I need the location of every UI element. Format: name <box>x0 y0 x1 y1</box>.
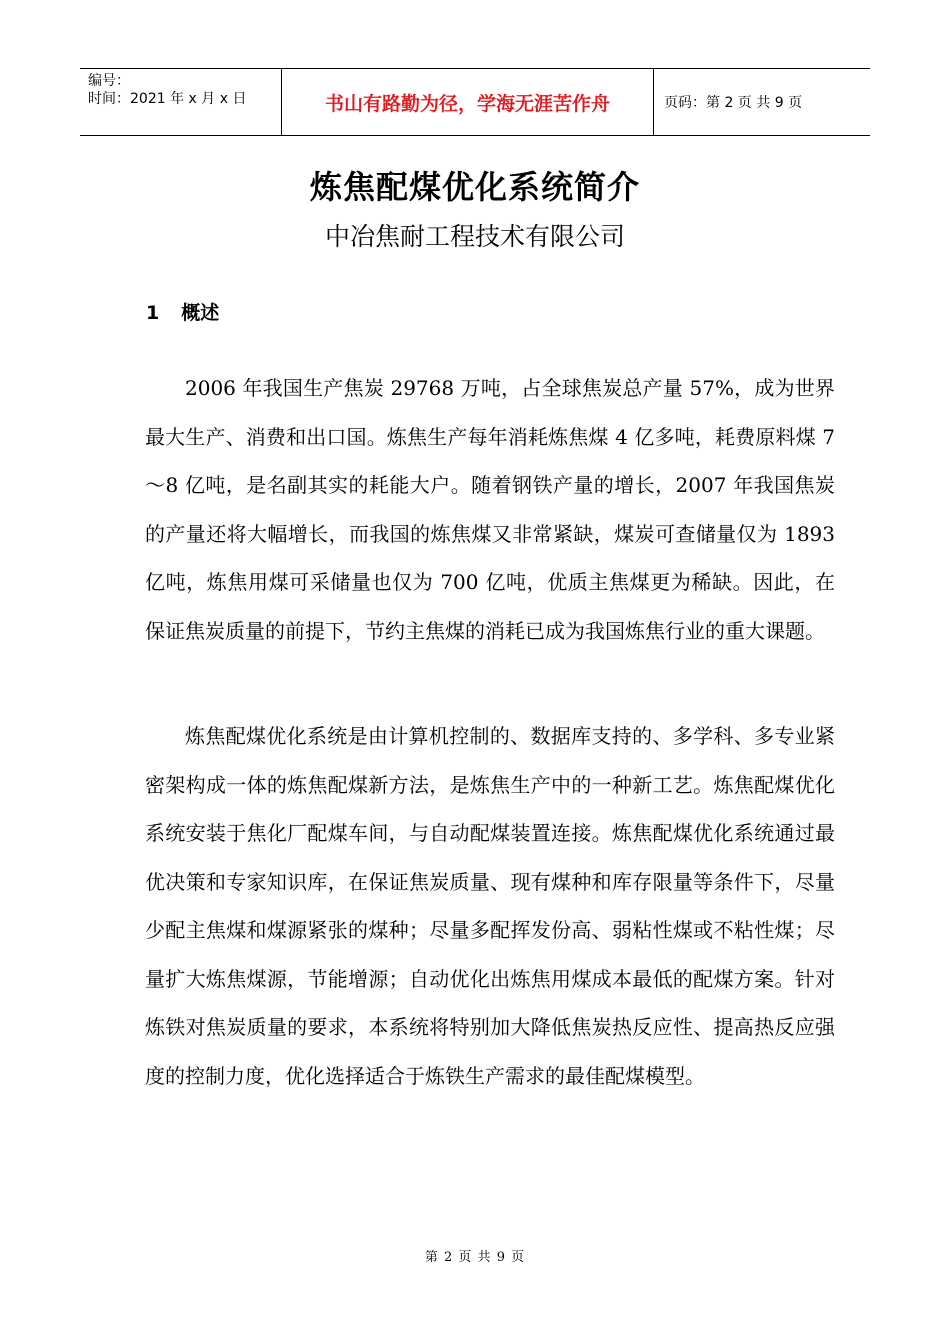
section-heading <box>146 298 219 325</box>
time-label: 时间：2021 年 x 月 x 日 <box>88 91 247 107</box>
section-title: 概述 <box>181 302 220 324</box>
motto-text: 书山有路勤为径，学海无涯苦作舟 <box>324 92 610 115</box>
number-label: 编号： <box>88 73 130 89</box>
document-title: 炼焦配煤优化系统简介 <box>309 168 640 206</box>
section-number: 1 <box>146 302 160 324</box>
document-subtitle: 中冶焦耐工程技术有限公司 <box>324 222 625 251</box>
header-page-cell <box>654 69 870 135</box>
header-meta-cell <box>80 69 282 135</box>
paragraph: 炼焦配煤优化系统是由计算机控制的、数据库支持的、多学科、多专业紧密架构成一体的炼焦配煤新方法，是炼焦生产中的一种新工艺。炼焦配煤优化系统安装于焦化厂配煤车间，与自动配煤装置连接。炼焦配煤优化系统通过最优决策和专家知识库，在保证焦炭质量、现有煤种和库存限量等条件下，尽量少配主焦煤和煤源紧张的煤种；尽量多配挥发份高、弱粘性煤或不粘性煤；尽量扩大炼焦煤源，节能增源；自动优化出炼焦用煤成本最低的配煤方案。针对炼铁对焦炭质量的要求，本系统将特别加大降低焦炭热反应性、提高热反应强度的控制力度，优化选择适合于炼铁生产需求的最佳配煤模型。 <box>145 724 835 1088</box>
header-table <box>80 68 870 136</box>
page-info: 页码：第 2 页 共 9 页 <box>664 95 803 111</box>
page-footer: 第 2 页 共 9 页 <box>424 1250 526 1265</box>
paragraph: 2006 年我国生产焦炭 29768 万吨，占全球焦炭总产量 57%，成为世界最大生产、消费和出口国。炼焦生产每年消耗炼焦煤 4 亿多吨，耗费原料煤 7～8 亿吨，是名副其实的耗能大户。随着钢铁产量的增长，2007 年我国焦炭的产量还将大幅增长，而我国的炼焦煤又非常紧缺，煤炭可查储量仅为 1893 亿吨，炼焦用煤可采储量也仅为 700 亿吨，优质主焦煤更为稀缺。因此，在保证焦炭质量的前提下，节约主焦煤的消耗已成为我国炼焦行业的重大课题。 <box>145 376 835 643</box>
header-motto-cell <box>282 69 654 135</box>
